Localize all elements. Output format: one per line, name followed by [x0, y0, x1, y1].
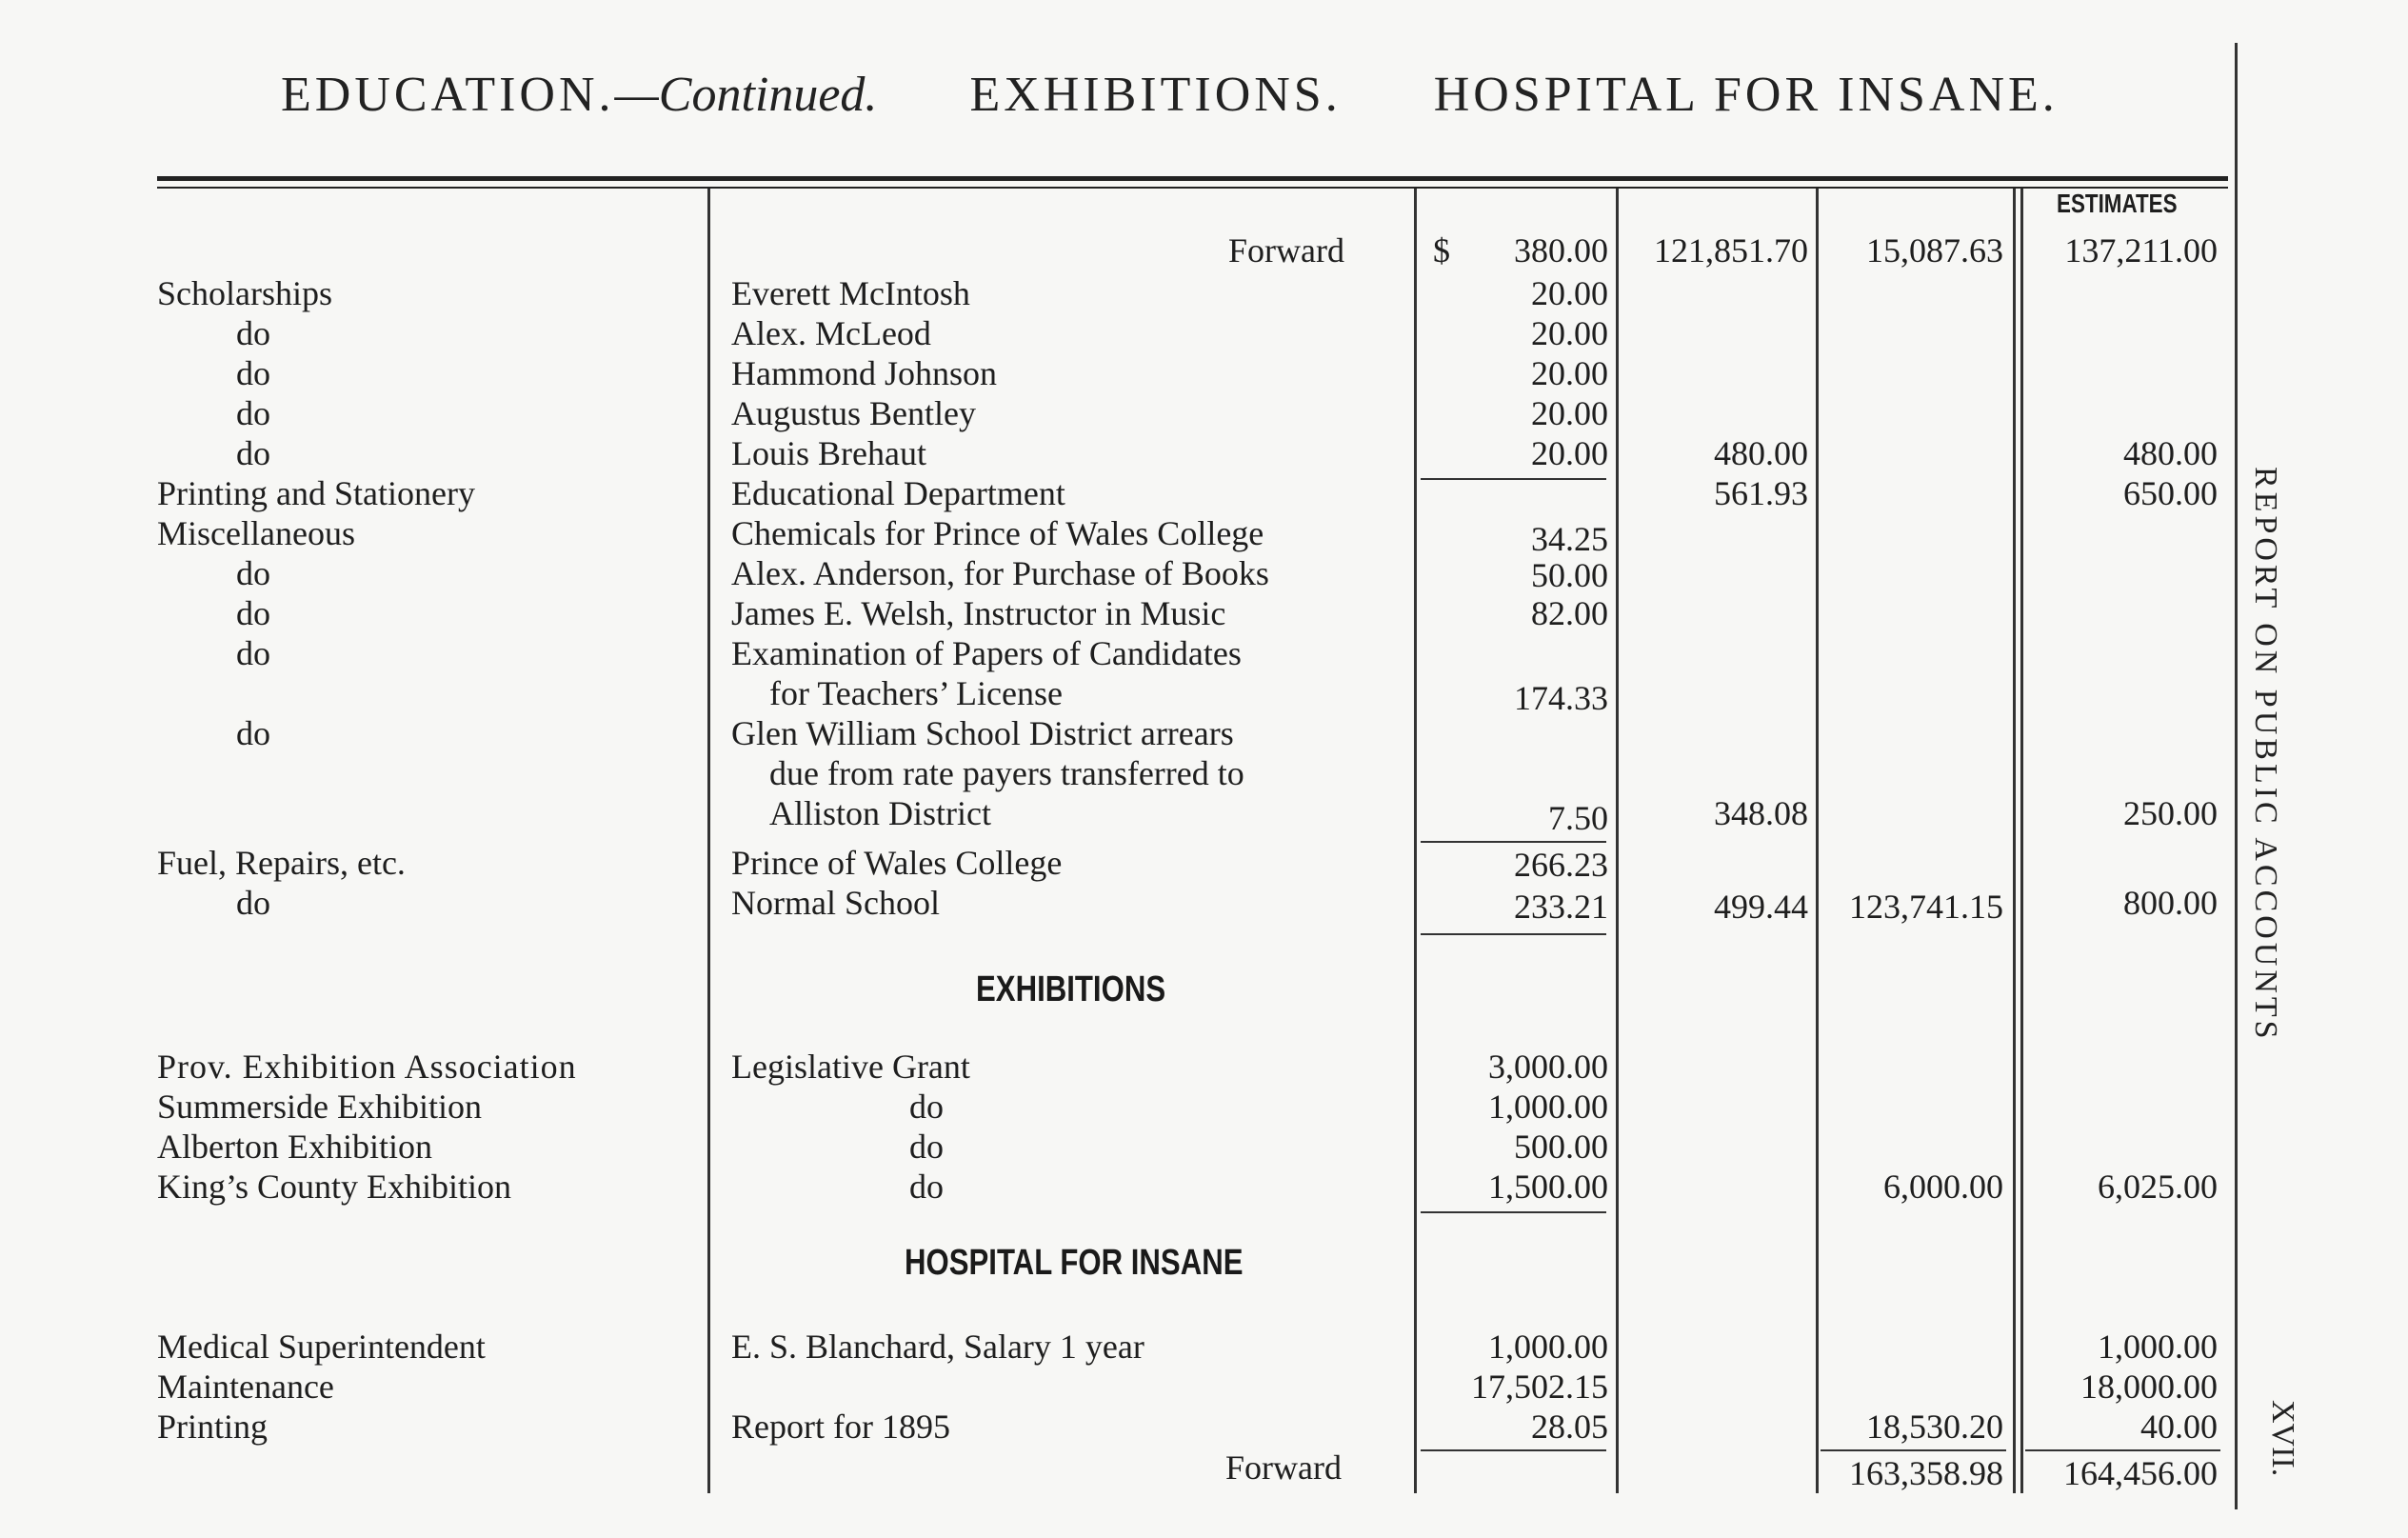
row-category: do	[236, 394, 270, 432]
col-line-desc	[707, 189, 710, 1493]
row-description: Educational Department	[731, 474, 1065, 512]
row-description: Legislative Grant	[731, 1048, 970, 1086]
row-amount: 1,000.00	[1488, 1328, 1608, 1366]
header-continued: —Continued.	[614, 68, 878, 122]
forward-top-c1: 380.00	[1514, 231, 1608, 270]
row-category: do	[236, 714, 270, 752]
col-line-n2	[1616, 189, 1619, 1493]
sum-rule	[1421, 1449, 1606, 1451]
row-category: do	[236, 554, 270, 592]
row-description: Augustus Bentley	[731, 394, 976, 432]
forward-top-label: Forward	[1228, 231, 1344, 270]
row-description: Prince of Wales College	[731, 844, 1063, 882]
header-education: EDUCATION.—Continued.	[281, 68, 878, 122]
top-rule-thin	[157, 187, 2228, 189]
row-description: do	[909, 1128, 944, 1166]
top-rule-thick	[157, 176, 2228, 181]
forward-bottom-c3: 163,358.98	[1849, 1454, 2003, 1492]
row-category: Scholarships	[157, 274, 332, 312]
row-category: King’s County Exhibition	[157, 1168, 512, 1206]
sum-rule	[1421, 478, 1606, 480]
forward-bottom-c4: 164,456.00	[2063, 1454, 2218, 1492]
row-category: Summerside Exhibition	[157, 1088, 482, 1126]
row-subtotal: 561.93	[1714, 474, 1808, 512]
col-line-n4a	[2013, 189, 2016, 1493]
section-title-hospital: HOSPITAL FOR INSANE	[905, 1243, 1244, 1283]
row-description: E. S. Blanchard, Salary 1 year	[731, 1328, 1144, 1366]
row-estimate: 480.00	[2123, 434, 2218, 472]
row-section-total: 6,000.00	[1883, 1168, 2003, 1206]
sidebar-title: REPORT ON PUBLIC ACCOUNTS	[2248, 467, 2283, 1043]
col-line-n1	[1414, 189, 1417, 1493]
row-description: James E. Welsh, Instructor in Music	[731, 594, 1226, 632]
row-description: Examination of Papers of Candidates	[731, 634, 1242, 672]
row-description: Everett McIntosh	[731, 274, 970, 312]
row-category: Printing	[157, 1408, 269, 1446]
row-description-cont: for Teachers’ License	[769, 674, 1063, 712]
sum-rule	[1421, 933, 1606, 935]
row-estimate: 250.00	[2123, 794, 2218, 832]
row-subtotal: 480.00	[1714, 434, 1808, 472]
row-amount: 1,500.00	[1488, 1168, 1608, 1206]
page-header	[281, 67, 2135, 123]
header-exhibitions: EXHIBITIONS.	[969, 68, 1342, 122]
row-amount: 20.00	[1531, 394, 1608, 432]
estimates-label: ESTIMATES	[2057, 189, 2178, 218]
row-description: Alex. Anderson, for Purchase of Books	[731, 554, 1269, 592]
row-category: Printing and Stationery	[157, 474, 475, 512]
section-title-exhibitions: EXHIBITIONS	[976, 969, 1166, 1009]
row-estimate: 6,025.00	[2098, 1168, 2218, 1206]
row-description: Louis Brehaut	[731, 434, 926, 472]
forward-top-dollar: $	[1433, 231, 1450, 270]
row-estimate: 650.00	[2123, 474, 2218, 512]
row-amount: 7.50	[1548, 799, 1608, 837]
row-category: do	[236, 434, 270, 472]
row-subtotal: 348.08	[1714, 794, 1808, 832]
row-amount: 233.21	[1514, 888, 1608, 926]
row-amount: 1,000.00	[1488, 1088, 1608, 1126]
row-amount: 50.00	[1531, 556, 1608, 594]
row-amount: 20.00	[1531, 354, 1608, 392]
forward-top-c3: 15,087.63	[1866, 231, 2003, 270]
row-amount: 174.33	[1514, 679, 1608, 717]
col-line-n4b	[2020, 189, 2023, 1493]
sum-rule	[1421, 841, 1606, 843]
row-category: do	[236, 314, 270, 352]
row-description: Chemicals for Prince of Wales College	[731, 514, 1264, 552]
row-amount: 20.00	[1531, 434, 1608, 472]
row-category: Prov. Exhibition Association	[157, 1048, 577, 1086]
row-description-cont: due from rate payers transferred to	[769, 754, 1244, 792]
row-description: do	[909, 1088, 944, 1126]
row-amount: 20.00	[1531, 314, 1608, 352]
row-estimate: 40.00	[2140, 1408, 2218, 1446]
row-amount: 266.23	[1514, 846, 1608, 884]
row-subtotal: 499.44	[1714, 888, 1808, 926]
row-description: Hammond Johnson	[731, 354, 997, 392]
row-description: Alex. McLeod	[731, 314, 931, 352]
row-section-total: 18,530.20	[1866, 1408, 2003, 1446]
row-amount: 28.05	[1531, 1408, 1608, 1446]
row-category: do	[236, 884, 270, 922]
row-estimate: 18,000.00	[2080, 1368, 2218, 1406]
row-estimate: 1,000.00	[2098, 1328, 2218, 1366]
page-number: XVII.	[2265, 1400, 2300, 1477]
forward-top-c2: 121,851.70	[1654, 231, 1808, 270]
row-description: do	[909, 1168, 944, 1206]
row-description: Glen William School District arrears	[731, 714, 1234, 752]
sum-rule	[2025, 1449, 2220, 1451]
row-amount: 20.00	[1531, 274, 1608, 312]
row-estimate: 800.00	[2123, 884, 2218, 922]
sum-rule	[1821, 1449, 2006, 1451]
row-category: do	[236, 594, 270, 632]
row-amount: 17,502.15	[1471, 1368, 1608, 1406]
row-description-cont: Alliston District	[769, 794, 991, 832]
row-amount: 34.25	[1531, 520, 1608, 558]
row-category: Alberton Exhibition	[157, 1128, 432, 1166]
row-amount: 500.00	[1514, 1128, 1608, 1166]
row-category: Miscellaneous	[157, 514, 355, 552]
sum-rule	[1421, 1211, 1606, 1213]
row-category: do	[236, 354, 270, 392]
row-section-total: 123,741.15	[1849, 888, 2003, 926]
row-category: do	[236, 634, 270, 672]
row-category: Medical Superintendent	[157, 1328, 486, 1366]
row-category: Fuel, Repairs, etc.	[157, 844, 406, 882]
forward-top-c4: 137,211.00	[2064, 231, 2218, 270]
forward-bottom-label: Forward	[1225, 1448, 1342, 1487]
row-amount: 82.00	[1531, 594, 1608, 632]
row-amount: 3,000.00	[1488, 1048, 1608, 1086]
row-description: Normal School	[731, 884, 940, 922]
row-description: Report for 1895	[731, 1408, 950, 1446]
col-line-n3	[1816, 189, 1819, 1493]
right-border-line	[2235, 43, 2238, 1509]
row-category: Maintenance	[157, 1368, 334, 1406]
header-hospital: HOSPITAL FOR INSANE.	[1433, 68, 2059, 122]
